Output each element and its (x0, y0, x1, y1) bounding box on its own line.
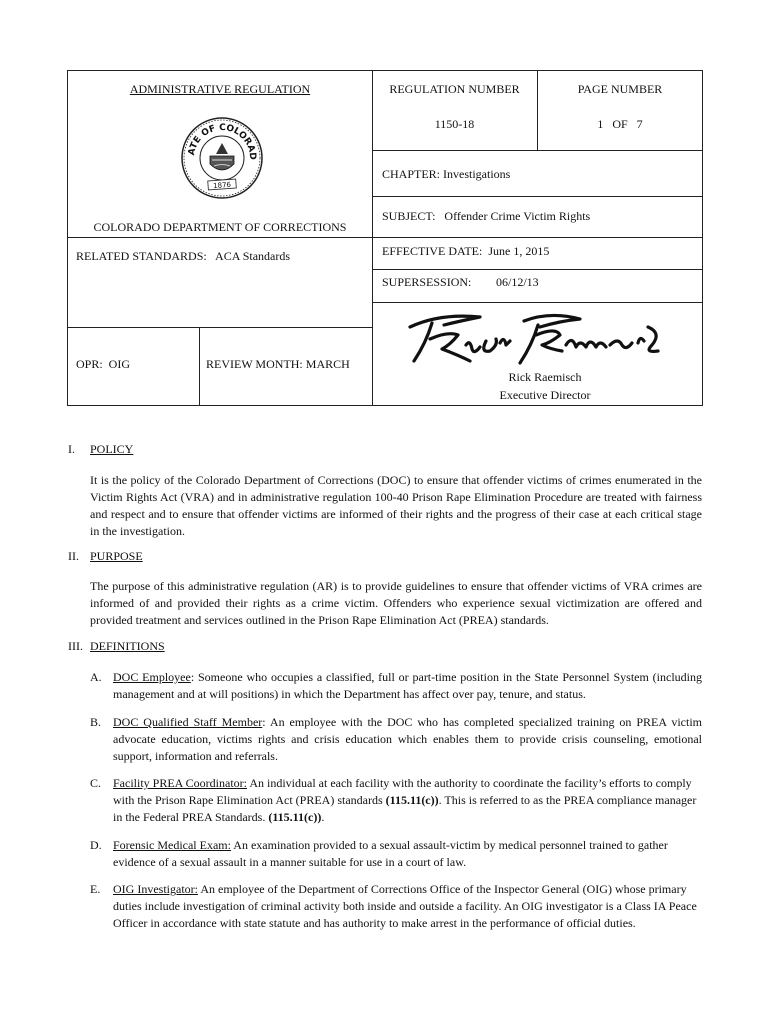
section-number: III. (68, 639, 83, 653)
section-purpose-heading (68, 548, 143, 565)
definition-separator: : (262, 715, 266, 729)
director-name: Rick Raemisch (508, 370, 582, 384)
definition-term: DOC Employee (113, 670, 191, 684)
page-number-label: PAGE NUMBER (577, 82, 663, 96)
definition-term: Facility PREA Coordinator: (113, 776, 247, 790)
table-border-left (67, 70, 68, 406)
department-name: COLORADO DEPARTMENT OF CORRECTIONS (93, 220, 347, 234)
table-border-bottom (67, 405, 703, 406)
definition-separator: : (190, 670, 195, 684)
table-line (372, 150, 703, 151)
definition-label: E. (90, 882, 101, 896)
definition-text: . This is referred to as the PREA compliance manager in the Federal PREA Standards. (113, 793, 697, 824)
definition-label: D. (90, 838, 102, 852)
standard-reference: (115.11(c)) (268, 810, 322, 824)
table-border-top (67, 70, 703, 71)
policy-paragraph: It is the policy of the Colorado Department of Corrections (DOC) to ensure that offender victims of crimes enumerated in the Victim Rights Act (VRA) and in administrative regulation 100-40 Prison Rape Elimination Procedure are treated with fairness and respect and to ensure that offender victims are informed of their rights and the progress of their case at each critical stage in the investigation. (90, 473, 702, 538)
effective-date: EFFECTIVE DATE: June 1, 2015 (382, 244, 550, 258)
chapter: CHAPTER: Investigations (382, 167, 511, 181)
section-title: POLICY (90, 442, 134, 456)
section-definitions-heading (68, 638, 165, 655)
definition-text: . (321, 810, 325, 824)
definition-item (90, 775, 702, 826)
purpose-paragraph: The purpose of this administrative regulation (AR) is to provide guidelines to ensure that offender victims of VRA crimes are informed of and provided their rights as a crime victim. Offenders who experience sexual victimization are offered and provided treatment and services outlined in the Prison Rape Elimination Act (PREA) standards. (90, 579, 702, 627)
table-line (372, 269, 703, 270)
colorado-seal-icon (180, 116, 264, 200)
section-title: PURPOSE (90, 549, 143, 563)
director-signature (400, 305, 670, 367)
definition-text: An individual at each facility with the authority to coordinate the facility’s efforts to comply with the Prison Rape Elimination Act (PREA) standards (113, 776, 692, 807)
svg-text:1876: 1876 (212, 180, 232, 191)
definition-item (90, 837, 702, 871)
definition-text: An employee with the DOC who has completed specialized training on PREA victim advocate education, victims rights and crisis education which enables them to provide crisis counseling, emotional support, information and referrals. (113, 715, 702, 763)
definition-item (90, 669, 702, 703)
page-number: 1 OF 7 (597, 117, 643, 131)
table-line (67, 237, 703, 238)
definition-label: C. (90, 776, 102, 790)
definition-label: A. (90, 670, 102, 684)
definition-item (90, 714, 702, 765)
signature-icon (400, 305, 670, 367)
section-title: DEFINITIONS (90, 639, 165, 653)
definition-text: An employee of the Department of Corrections Office of the Inspector General (OIG) whose primary duties include investigation of criminal activity both inside and outside a facility. An OIG investigator is a Class IA Peace Officer in accordance with state statute and has authority to make arrest in the performance of official duties. (113, 882, 697, 930)
section-policy-heading (68, 441, 133, 458)
definition-text: Someone who occupies a classified, full or part-time position in the State Personnel System (including management and at will positions) in which the Department has affect over pay, tenure, and status. (113, 670, 702, 701)
definition-term: DOC Qualified Staff Member (113, 715, 263, 729)
table-line (67, 327, 373, 328)
subject: SUBJECT: Offender Crime Victim Rights (382, 209, 591, 223)
definition-text: An examination provided to a sexual assault-victim by medical personnel trained to gather evidence of a sexual assault in a manner suitable for use in a court of law. (113, 838, 668, 869)
admin-regulation-title: ADMINISTRATIVE REGULATION (129, 82, 311, 96)
section-number: II. (68, 549, 79, 563)
related-standards: RELATED STANDARDS: ACA Standards (76, 249, 291, 263)
regulation-number: 1150-18 (434, 117, 475, 131)
definition-term: Forensic Medical Exam: (113, 838, 231, 852)
regulation-number-label: REGULATION NUMBER (389, 82, 520, 96)
svg-text:STATE OF COLORADO: ATE OF COLORAD (187, 122, 258, 161)
director-title: Executive Director (499, 388, 591, 402)
supersession-value: 06/12/13 (496, 275, 539, 289)
table-line (372, 196, 703, 197)
table-line (372, 302, 703, 303)
definition-label: B. (90, 715, 102, 729)
state-seal (180, 116, 264, 200)
table-divider-opr (199, 327, 200, 406)
definition-term: OIG Investigator: (113, 882, 198, 896)
opr: OPR: OIG (76, 357, 131, 371)
section-number: I. (68, 442, 75, 456)
definition-item (90, 881, 702, 932)
review-month: REVIEW MONTH: MARCH (206, 357, 350, 371)
standard-reference: (115.11(c)) (385, 793, 439, 807)
supersession-label: SUPERSESSION: (382, 275, 472, 289)
